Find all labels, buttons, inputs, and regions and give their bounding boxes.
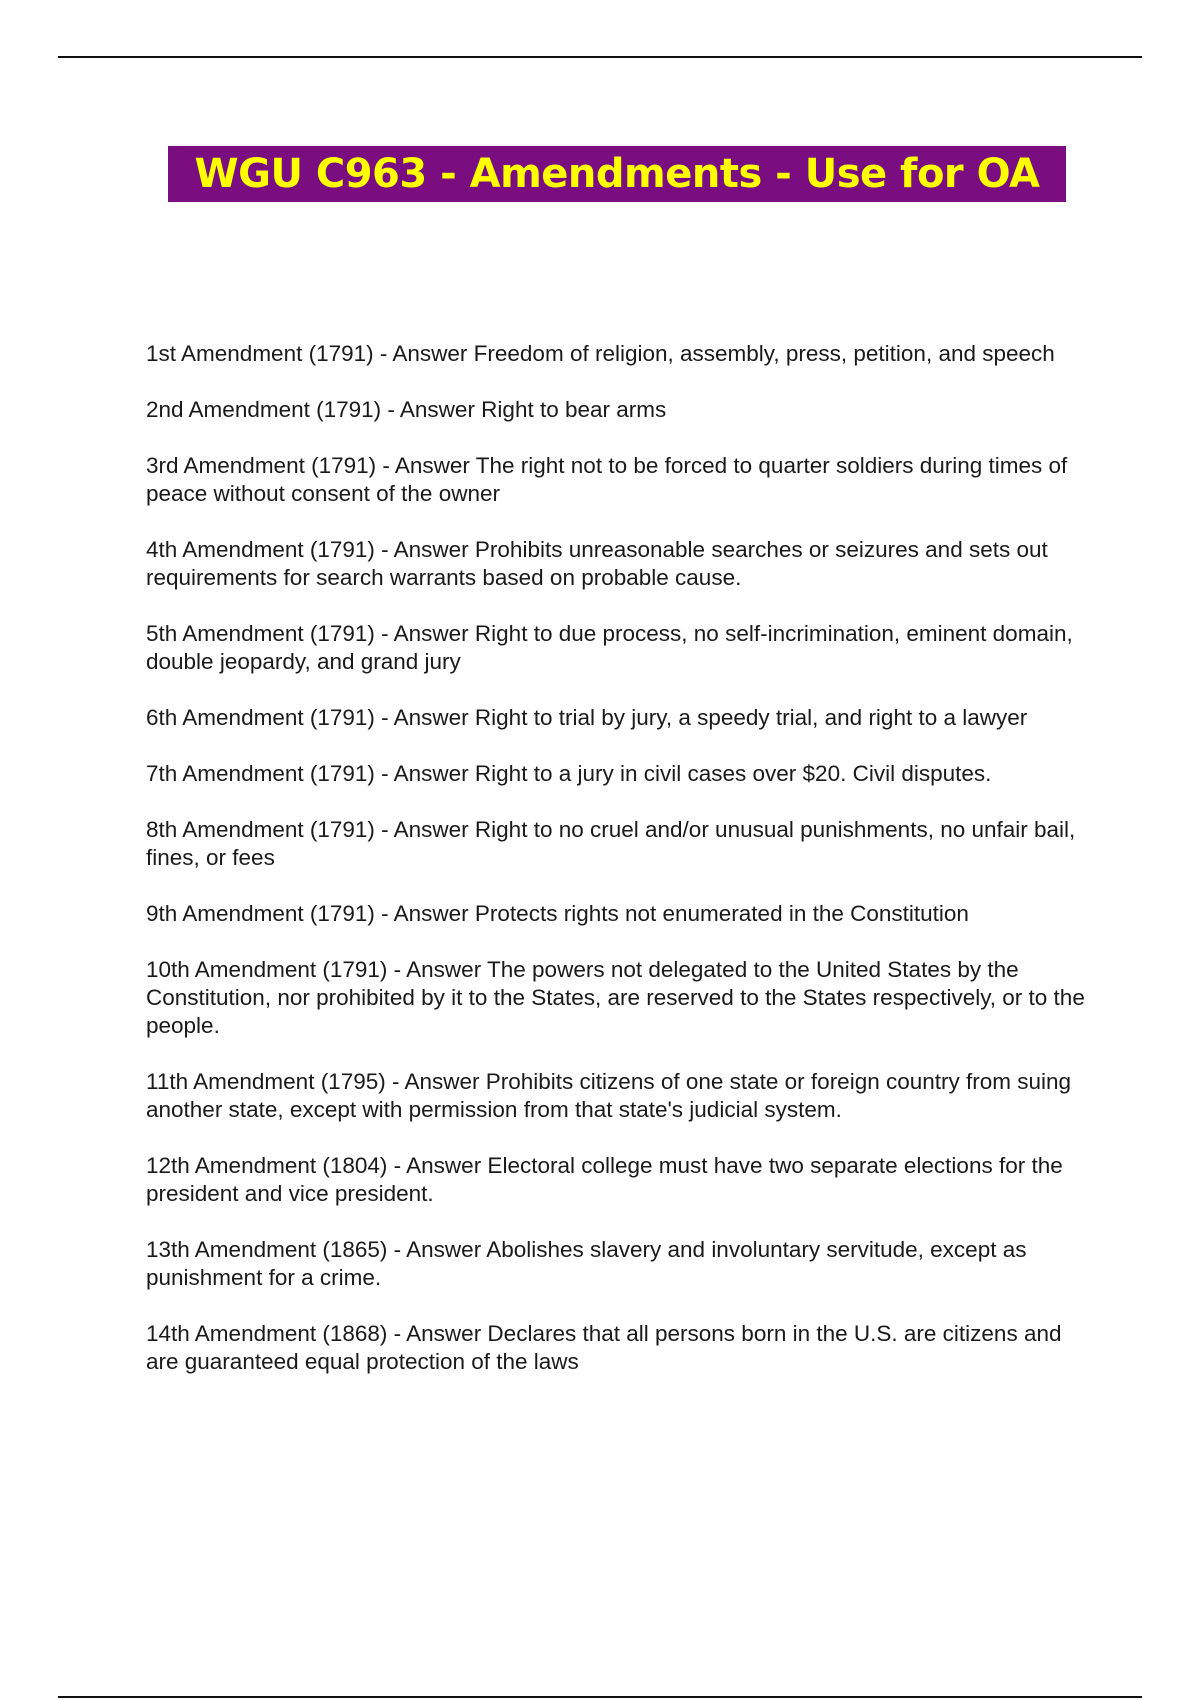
amendment-entry-11: 11th Amendment (1795) - Answer Prohibits citizens of one state or foreign country from suing another state, except with permission from that state's judicial system. bbox=[146, 1069, 1072, 1122]
amendment-entry-1: 1st Amendment (1791) - Answer Freedom of religion, assembly, press, petition, and speech bbox=[146, 341, 1055, 366]
amendment-entry-12: 12th Amendment (1804) - Answer Electoral college must have two separate elections for the president and vice president. bbox=[146, 1153, 1063, 1206]
amendment-entry-10: 10th Amendment (1791) - Answer The powers not delegated to the United States by the Constitution, nor prohibited by it to the States, are reserved to the States respectively, or to the people. bbox=[146, 957, 1085, 1038]
amendment-entry-8: 8th Amendment (1791) - Answer Right to no cruel and/or unusual punishments, no unfair bail, fines, or fees bbox=[146, 817, 1076, 870]
amendment-entry-6: 6th Amendment (1791) - Answer Right to trial by jury, a speedy trial, and right to a lawyer bbox=[146, 705, 1028, 730]
bottom-rule bbox=[58, 1696, 1142, 1698]
amendment-entry-7: 7th Amendment (1791) - Answer Right to a jury in civil cases over $20. Civil disputes. bbox=[146, 761, 992, 786]
amendment-list bbox=[146, 340, 1096, 1404]
title-banner bbox=[168, 146, 1066, 202]
top-rule bbox=[58, 56, 1142, 58]
amendment-entry-14: 14th Amendment (1868) - Answer Declares that all persons born in the U.S. are citizens and are guaranteed equal protection of the laws bbox=[146, 1321, 1062, 1374]
amendment-entry-2: 2nd Amendment (1791) - Answer Right to bear arms bbox=[146, 397, 667, 422]
amendment-entry-4: 4th Amendment (1791) - Answer Prohibits unreasonable searches or seizures and sets out requirements for search warrants based on probable cause. bbox=[146, 537, 1048, 590]
amendment-entry-13: 13th Amendment (1865) - Answer Abolishes slavery and involuntary servitude, except as punishment for a crime. bbox=[146, 1237, 1027, 1290]
document-title: WGU C963 - Amendments - Use for OA bbox=[168, 146, 1066, 202]
amendment-entry-5: 5th Amendment (1791) - Answer Right to due process, no self-incrimination, eminent domain, double jeopardy, and grand jury bbox=[146, 621, 1073, 674]
amendment-entry-9: 9th Amendment (1791) - Answer Protects rights not enumerated in the Constitution bbox=[146, 901, 969, 926]
amendment-entry-3: 3rd Amendment (1791) - Answer The right not to be forced to quarter soldiers during times of peace without consent of the owner bbox=[146, 453, 1068, 506]
